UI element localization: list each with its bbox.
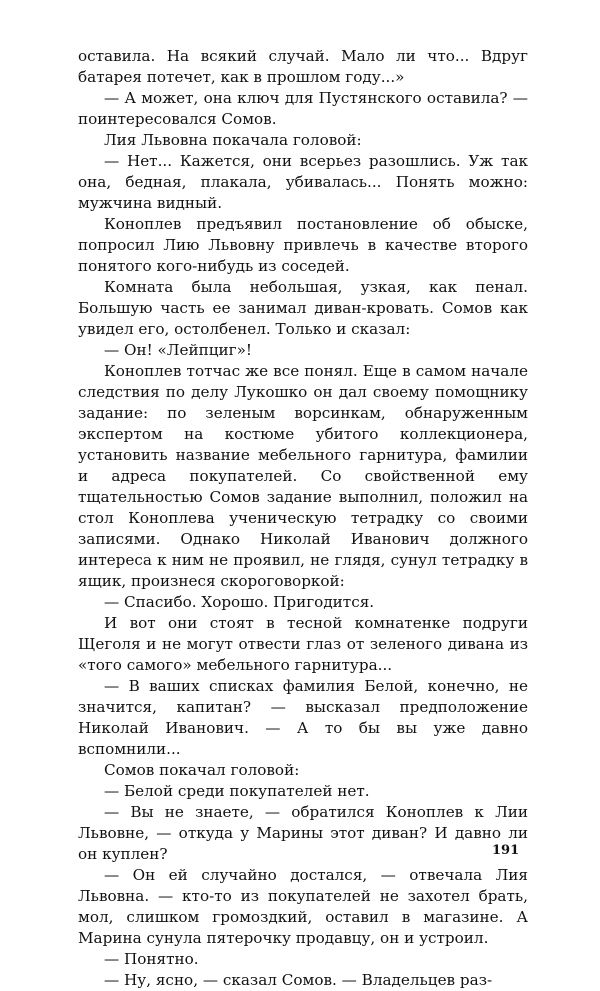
paragraph: — Он ей случайно достался, — отвечала Лия Львовна. — кто-то из покупателей не захотел брать, мол, слишком громоздкий, оставил в магазине. А Марина сунула пятерочку продавцу, он и устроил. [78,866,528,947]
paragraph-continued: оставила. На всякий случай. Мало ли что... Вдруг батарея потечет, как в прошлом году...» [78,47,528,86]
paragraph: — Спасибо. Хорошо. Пригодится. [104,593,375,611]
paragraph: — Понятно. [104,950,199,968]
paragraph: Коноплев предъявил постановление об обыске, попросил Лию Львовну привлечь в качестве второго понятого кого-нибудь из соседей. [78,215,528,275]
paragraph: Лия Львовна покачала головой: [104,131,362,149]
paragraph: Сомов покачал головой: [104,761,300,779]
book-page-text [78,46,528,991]
paragraph: — А может, она ключ для Пустянского оставила? — поинтересовался Сомов. [78,89,528,128]
paragraph: И вот они стоят в тесной комнатенке подруги Щеголя и не могут отвести глаз от зеленого дивана из «того самого» мебельного гарнитура... [78,614,528,674]
paragraph: — В ваших списках фамилия Белой, конечно, не значится, капитан? — высказал предположение Николай Иванович. — А то бы вы уже давно вспомнили... [78,677,528,758]
paragraph-last: — Ну, ясно, — сказал Сомов. — Владельцев раз- [104,971,493,989]
paragraph: Коноплев тотчас же все понял. Еще в самом начале следствия по делу Лукошко он дал своему помощнику задание: по зеленым ворсинкам, обнаруженным экспертом на костюме убитого коллекционера, установить название мебельного гарнитура, фамилии и адреса покупателей. Со свойственной ему тщательностью Сомов задание выполнил, положил на стол Коноплева ученическую тетрадку со своими записями. Однако Николай Иванович должного интереса к ним не проявил, не глядя, сунул тетрадку в ящик, произнеся скороговоркой: [78,362,528,590]
paragraph: — Вы не знаете, — обратился Коноплев к Лии Львовне, — откуда у Марины этот диван? И давно ли он куплен? [78,803,528,863]
page-number: 191 [492,843,520,858]
paragraph: Комната была небольшая, узкая, как пенал. Большую часть ее занимал диван-кровать. Сомов как увидел его, остолбенел. Только и сказал: [78,278,528,338]
paragraph: — Нет... Кажется, они всерьез разошлись. Уж так она, бедная, плакала, убивалась... Понять можно: мужчина видный. [78,152,528,212]
paragraph: — Белой среди покупателей нет. [104,782,370,800]
paragraph: — Он! «Лейпциг»! [104,341,252,359]
